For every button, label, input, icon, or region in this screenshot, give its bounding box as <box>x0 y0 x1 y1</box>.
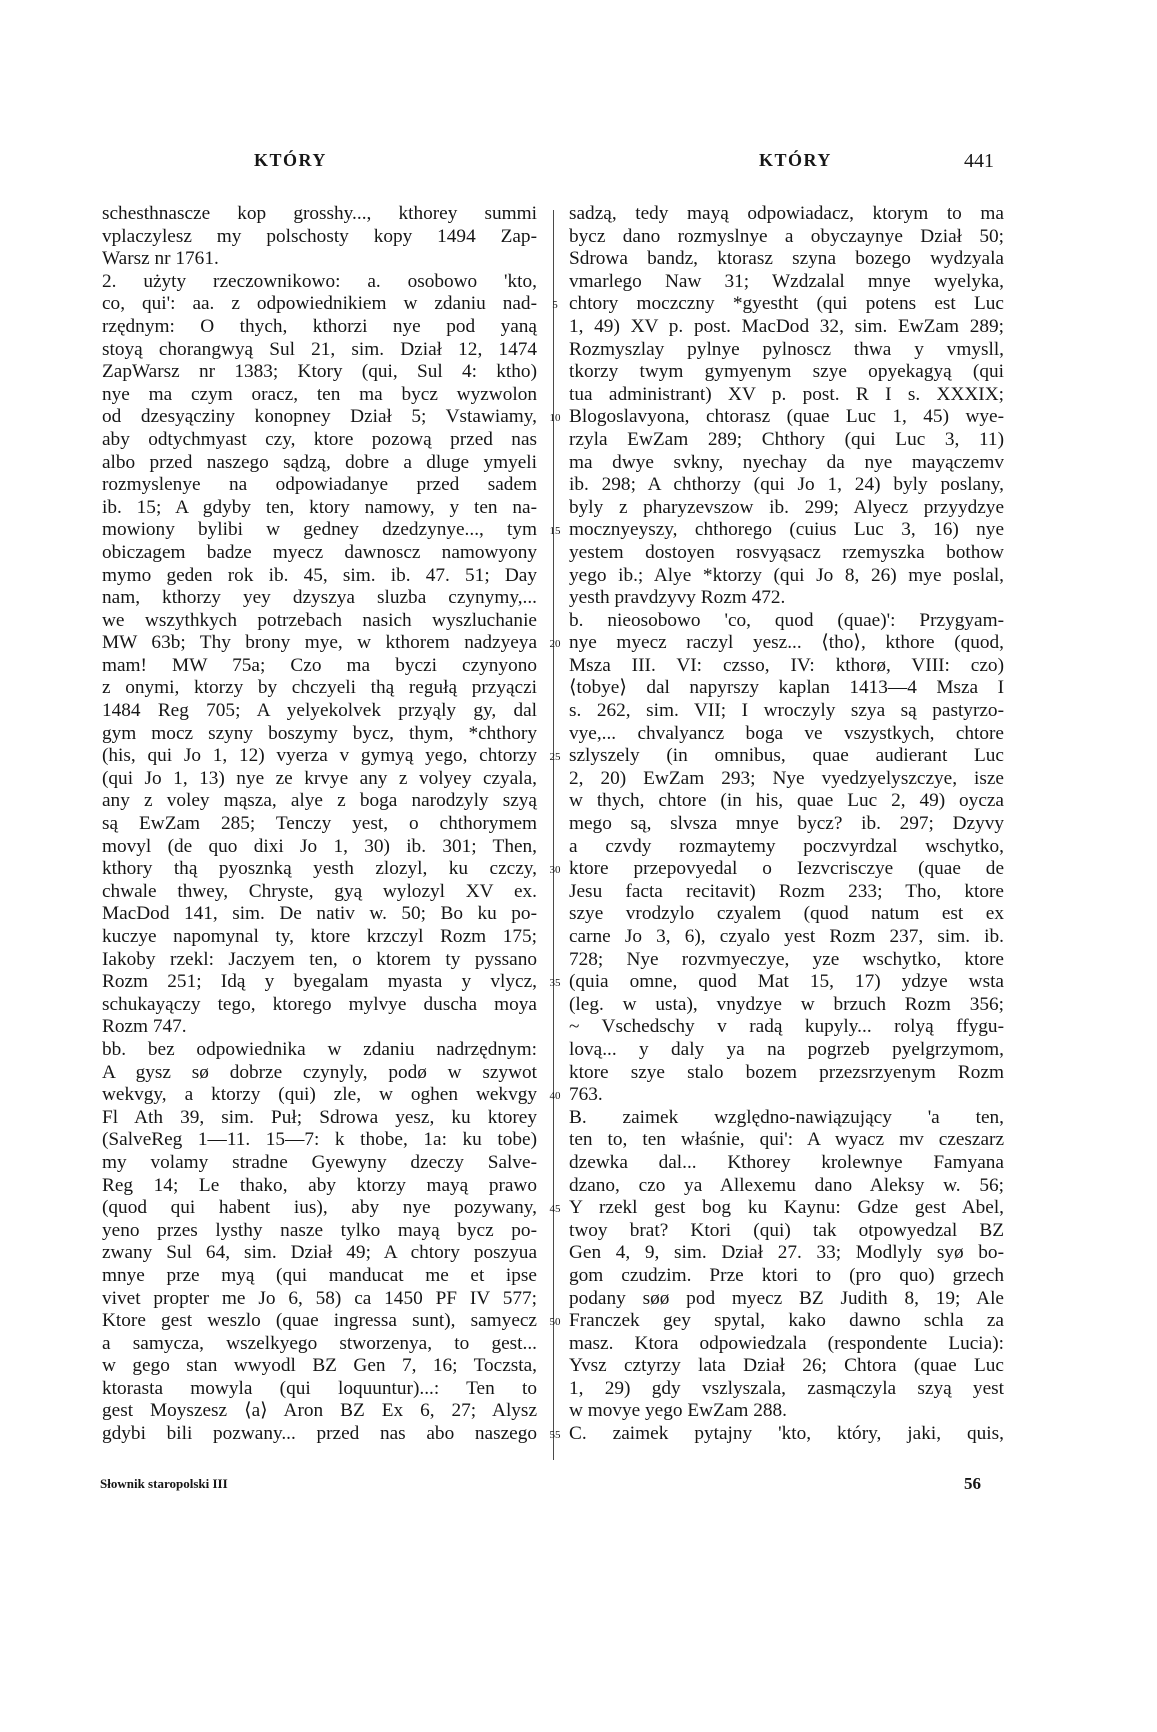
left-column-line: aby odtychmyast czy, ktore pozową przed nas <box>102 428 537 450</box>
left-column-line: stoyą chorangwyą Sul 21, sim. Dział 12, 1474 <box>102 338 537 360</box>
right-column-line: Blogoslavyona, chtorasz (quae Luc 1, 45) wye- <box>569 406 1004 428</box>
right-column-line: yego ib.; Alye *ktorzy (qui Jo 8, 26) mye poslal, <box>569 564 1004 586</box>
left-column-line: kuczye napomynal ty, ktore krzczyl Rozm 175; <box>102 926 537 947</box>
right-column-line: ma dwye svkny, nyechay da nye mayączemv <box>569 451 1004 473</box>
left-column-line: w gego stan wwyodl BZ Gen 7, 16; Toczsta, <box>102 1355 537 1377</box>
left-column-line: albo przed naszego sądzą, dobre a dluge ymyeli <box>102 451 537 473</box>
left-column-line: (quod qui habent ius), aby nye pozywany, <box>102 1197 537 1219</box>
header-right-title: KTÓRY <box>759 150 832 170</box>
left-column-line: any z voley mąsza, alye z boga narodzyly szyą <box>102 790 537 812</box>
right-column-line: twoy brat? Ktori (qui) tak otpowyedzal BZ <box>569 1219 1004 1241</box>
right-column-line: lovą... y daly ya na pogrzeb pyelgrzymom, <box>569 1038 1004 1060</box>
left-column-line: gest Moyszesz ⟨a⟩ Aron BZ Ex 6, 27; Alysz <box>102 1400 537 1422</box>
right-column-line: vmarlego Naw 31; Wzdzalal mnye wyelyka, <box>569 270 1004 292</box>
right-column-line: bycz dano rozmyslnye a obyczaynye Dział 50; <box>569 225 1004 247</box>
left-column-line: są EwZam 285; Tenczy yest, o chthorymem <box>102 813 537 835</box>
left-column-line: ib. 15; A gdyby ten, ktory namowy, y ten na- <box>102 496 537 518</box>
footer-page-signature: 56 <box>964 1474 981 1493</box>
left-column-line: nye ma czym oracz, ten ma bycz wyzwolon <box>102 383 537 405</box>
left-column-line: Rozm 251; Idą y byegalam myasta y vlycz, <box>102 971 537 993</box>
right-column-line: masz. Ktora odpowiedzala (respondente Lucia): <box>569 1332 1004 1354</box>
right-column-line: dzano, czo ya Allexemu dano Aleksy w. 56; <box>569 1174 1004 1196</box>
right-column-line: nye myecz raczyl yesz... ⟨tho⟩, kthore (quod, <box>569 632 1004 654</box>
line-number: 50 <box>549 1316 561 1329</box>
page-number: 441 <box>964 150 994 172</box>
left-column-line: Iakoby rzekl: Jaczyem ten, o ktorem ty pyssano <box>102 948 537 970</box>
left-column-line: rozmyslenye na odpowiadanye przed sadem <box>102 474 537 496</box>
right-column-line: vye,... chvalyancz boga ve vszystkych, chtore <box>569 722 1004 744</box>
right-column-line: a czvdy rozmaytemy poczvyrdzal wschytko, <box>569 835 1004 857</box>
right-column-line: w thych, chtore (in his, quae Luc 2, 49) oycza <box>569 790 1004 812</box>
right-column-line: szye vrodzylo czyalem (quod natum est ex <box>569 903 1004 925</box>
left-column-line: wekvgy, a ktorzy (qui) zle, w oghen wekvgy <box>102 1084 537 1106</box>
left-column-line: mnye prze myą (qui manducat me et ipse <box>102 1264 537 1286</box>
left-column-line: Reg 14; Le thako, aby ktorzy mayą prawo <box>102 1174 537 1196</box>
right-column-line: B. zaimek względno-nawiązujący 'a ten, <box>569 1106 1004 1128</box>
right-column-line: s. 262, sim. VII; I wroczyly szya są pastyrzo- <box>569 700 1004 722</box>
right-column-line: Yvsz cztyrzy lata Dział 26; Chtora (quae Luc <box>569 1355 1004 1377</box>
right-column-line: 2, 20) EwZam 293; Nye vyedzyelyszczye, isze <box>569 767 1004 789</box>
line-number: 25 <box>549 751 561 764</box>
right-column-line: chtory moczczny *gyestht (qui potens est Luc <box>569 293 1004 315</box>
right-column-line: byly z pharyzevszow ib. 299; Alyecz przyydzye <box>569 496 1004 518</box>
right-column-line: Franczek gey spytal, kako dawno schla za <box>569 1310 1004 1332</box>
line-number: 45 <box>549 1203 561 1216</box>
right-column-line: b. nieosobowo 'co, quod (quae)': Przygyam- <box>569 609 1004 631</box>
left-column <box>102 203 537 1446</box>
right-column-line: Msza III. VI: czsso, IV: kthorø, VIII: czo) <box>569 654 1004 676</box>
left-column-line: A gysz sø dobrze czynyly, podø w szywot <box>102 1061 537 1083</box>
left-column-line: Fl Ath 39, sim. Puł; Sdrowa yesz, ku ktorey <box>102 1106 537 1128</box>
left-column-line: obiczagem badze myecz dawnoscz namowyony <box>102 541 537 563</box>
right-column-line: 1, 49) XV p. post. MacDod 32, sim. EwZam 289; <box>569 315 1004 337</box>
column-divider <box>553 210 554 1460</box>
left-column-line: z onymi, ktorzy by chczyeli thą regułą przyączi <box>102 677 537 699</box>
left-column-line: we wszythkych potrzebach nasich wyszluchanie <box>102 609 537 631</box>
left-column-line: co, qui': aa. z odpowiednikiem w zdaniu nad- <box>102 293 537 315</box>
line-number: 15 <box>549 525 561 538</box>
right-column-line: ⟨tobye⟩ dal napyrszy kaplan 1413—4 Msza I <box>569 677 1004 699</box>
right-column-line: mego są, slvsza mnye bycz? ib. 297; Dzyvy <box>569 813 1004 835</box>
left-column-line: mymo geden rok ib. 45, sim. ib. 47. 51; Day <box>102 564 537 586</box>
left-column-line: (his, qui Jo 1, 12) vyerza v gymyą yego, chtorzy <box>102 745 537 767</box>
right-column-line: Y rzekl gest bog ku Kaynu: Gdze gest Abel, <box>569 1197 1004 1219</box>
left-column-line: Warsz nr 1761. <box>102 248 219 270</box>
right-column-line: 728; Nye rozvmyeczye, yze wschytko, ktore <box>569 948 1004 970</box>
header-left-title: KTÓRY <box>254 150 327 170</box>
right-column-line: dzewka dal... Kthorey krolewnye Famyana <box>569 1151 1004 1173</box>
footer-left: Słownik staropolski III <box>100 1476 228 1491</box>
left-column-line: 1484 Reg 705; A yelyekolvek przyąly gy, dal <box>102 700 537 722</box>
left-column-line: MacDod 141, sim. De nativ w. 50; Bo ku po- <box>102 903 537 925</box>
line-number: 30 <box>549 864 561 877</box>
right-column-line: podany søø pod myecz BZ Judith 8, 19; Ale <box>569 1287 1004 1309</box>
line-number: 55 <box>549 1429 561 1442</box>
right-column-line: 1, 29) gdy vszlyszala, zasmączyla szyą yest <box>569 1377 1004 1399</box>
right-column-line: ten to, ten właśnie, qui': A wyacz mv czeszarz <box>569 1129 1004 1151</box>
left-column-line: movyl (de quo dixi Jo 1, 30) ib. 301; Then, <box>102 835 537 857</box>
left-column-line: schesthnascze kop grosshy..., kthorey summi <box>102 203 537 224</box>
right-column-line: gom czudzim. Prze ktori to (pro quo) grzech <box>569 1264 1004 1286</box>
left-column-line: rzędnym: O thych, kthorzi nye pod yaną <box>102 315 537 337</box>
right-column-line: w movye yego EwZam 288. <box>569 1400 787 1422</box>
line-number: 35 <box>549 977 561 990</box>
left-column-line: bb. bez odpowiednika w zdaniu nadrzędnym: <box>102 1038 537 1060</box>
right-column-line: sadzą, tedy mayą odpowiadacz, ktorym to ma <box>569 203 1004 224</box>
right-column-line: tua administrant) XV p. post. R I s. XXXIX; <box>569 383 1004 405</box>
right-column-line: Gen 4, 9, sim. Dział 27. 33; Modlyly syø bo- <box>569 1242 1004 1264</box>
line-number: 5 <box>552 299 558 312</box>
line-number: 20 <box>549 638 561 651</box>
left-column-line: chwale thwey, Chryste, gyą wylozyl XV ex. <box>102 880 537 902</box>
right-column-line: 763. <box>569 1084 603 1106</box>
left-column-line: od dzesyącziny konopney Dział 5; Vstawiamy, <box>102 406 537 428</box>
right-column-line: (quia omne, quod Mat 15, 17) ydzye wsta <box>569 971 1004 993</box>
left-column-line: my volamy stradne Gyewyny dzeczy Salve- <box>102 1151 537 1173</box>
right-column-line: rzyla EwZam 289; Chthory (qui Luc 3, 11) <box>569 428 1004 450</box>
left-column-line: (qui Jo 1, 13) nye ze krvye any z volyey czyala, <box>102 767 537 789</box>
right-column-line: yestem dostoyen rosvyąsacz rzemyszka bothow <box>569 541 1004 563</box>
left-column-line: Rozm 747. <box>102 1016 187 1038</box>
right-column-line: Sdrowa bandz, ktorasz szyna bozego wydzyala <box>569 248 1004 270</box>
left-column-line: kthory thą pyosznką yesth zlozyl, ku czczy, <box>102 858 537 880</box>
left-column-line: a samycza, wszelkyego stworzenya, to gest... <box>102 1332 537 1354</box>
left-column-line: vplaczylesz my polschosty kopy 1494 Zap- <box>102 225 537 247</box>
right-column-line: ib. 298; A chthorzy (qui Jo 1, 24) byly poslany, <box>569 474 1004 496</box>
left-column-line: schukayączy tego, ktorego mylvye duscha moya <box>102 993 537 1015</box>
right-column-line: Jesu facta recitavit) Rozm 233; Tho, ktore <box>569 880 1004 902</box>
left-column-line: ZapWarsz nr 1383; Ktory (qui, Sul 4: ktho) <box>102 361 537 383</box>
left-column-line: ktorasta mowyla (qui loquuntur)...: Ten to <box>102 1377 537 1399</box>
left-column-line: mam! MW 75a; Czo ma byczi czynyono <box>102 654 537 676</box>
left-column-line: gym mocz szyny boszymy bycz, thym, *chthory <box>102 722 537 744</box>
left-column-line: Ktore gest weszlo (quae ingressa sunt), samyecz <box>102 1310 537 1332</box>
left-column-line: yeno przes lysthy nasze tylko mayą bycz po- <box>102 1219 537 1241</box>
left-column-line: mowiony bylibi w gedney dzedzynye..., tym <box>102 519 537 541</box>
right-column-line: mocznyeyszy, chthorego (cuius Luc 3, 16) nye <box>569 519 1004 541</box>
left-column-line: zwany Sul 64, sim. Dział 49; A chtory poszyua <box>102 1242 537 1264</box>
left-column-line: vivet propter me Jo 6, 58) ca 1450 PF IV 577; <box>102 1287 537 1309</box>
right-column-line: (leg. w usta), vnydzye w brzuch Rozm 356; <box>569 993 1004 1015</box>
right-column-line: tkorzy twym gymyenym szye opyekagyą (qui <box>569 361 1004 383</box>
right-column <box>569 203 1004 1446</box>
left-column-line: 2. użyty rzeczownikowo: a. osobowo 'kto, <box>102 270 537 292</box>
right-column-line: szlyszely (in omnibus, quae audierant Luc <box>569 745 1004 767</box>
left-column-line: gdybi bili pozwany... przed nas abo naszego <box>102 1423 537 1445</box>
right-column-line: yesth pravdzyvy Rozm 472. <box>569 587 786 609</box>
line-number: 10 <box>549 412 561 425</box>
right-column-line: ktore przepovyedal o Iezvcrisczye (quae de <box>569 858 1004 880</box>
left-column-line: nam, kthorzy yey dzyszya sluzba czynymy,... <box>102 587 537 609</box>
right-column-line: carne Jo 3, 6), czyalo yest Rozm 237, sim. ib. <box>569 926 1004 947</box>
right-column-line: ~ Vschedschy v radą kupyly... rolyą ffygu- <box>569 1016 1004 1038</box>
right-column-line: ktore szye stalo bozem przezsrzyenym Rozm <box>569 1061 1004 1083</box>
left-column-line: MW 63b; Thy brony mye, w kthorem nadzyeya <box>102 632 537 654</box>
line-number: 40 <box>549 1090 561 1103</box>
right-column-line: C. zaimek pytajny 'kto, który, jaki, quis, <box>569 1423 1004 1445</box>
left-column-line: (SalveReg 1—11. 15—7: k thobe, 1a: ku tobe) <box>102 1129 537 1151</box>
right-column-line: Rozmyszlay pylnye pylnoscz thwa y vmysll, <box>569 338 1004 360</box>
